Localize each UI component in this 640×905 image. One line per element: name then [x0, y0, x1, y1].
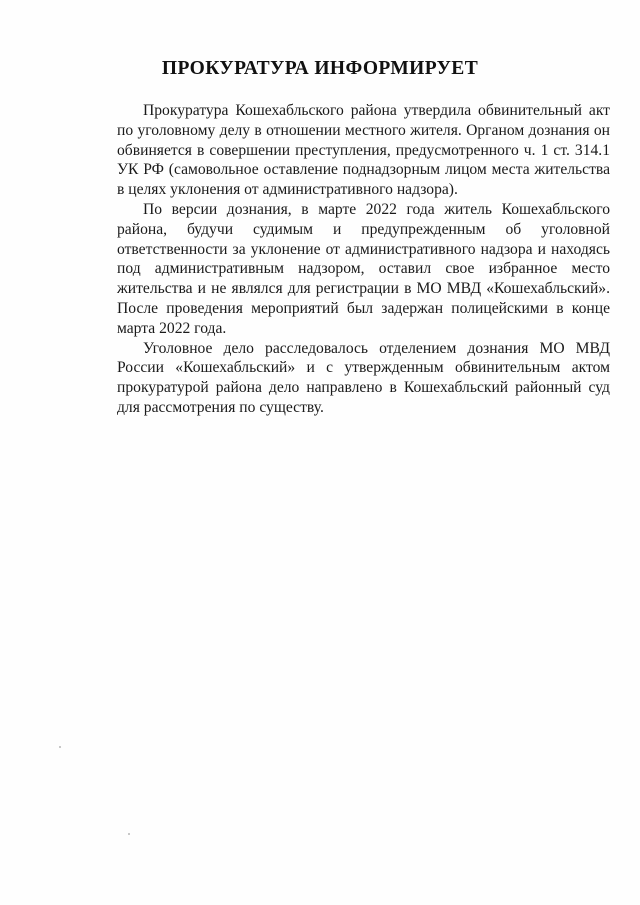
paragraph-2: По версии дознания, в марте 2022 года житель Кошехабльского района, будучи судимым и предупрежденным об уголовной ответственности за уклонение от административного надзора и находясь под административным надзором, оставил свое избранное место жительства и не являлся для регистрации в МО МВД «Кошехабльский». После проведения мероприятий был задержан полицейскими в конце марта 2022 года. — [117, 200, 610, 337]
document-body — [117, 101, 610, 418]
paragraph-3: Уголовное дело расследовалось отделением дознания МО МВД России «Кошехабльский» и с утвержденным обвинительным актом прокуратурой района дело направлено в Кошехабльский районный суд для рассмотрения по существу. — [117, 339, 610, 416]
paragraph-1: Прокуратура Кошехабльского района утвердила обвинительный акт по уголовному делу в отношении местного жителя. Органом дознания он обвиняется в совершении преступления, предусмотренного ч. 1 ст. 314.1 УК РФ (самовольное оставление поднадзорным лицом места жительства в целях уклонения от административного надзора). — [117, 102, 610, 199]
scan-speck — [59, 746, 61, 748]
scan-speck — [128, 833, 130, 835]
document-title: ПРОКУРАТУРА ИНФОРМИРУЕТ — [161, 58, 479, 79]
